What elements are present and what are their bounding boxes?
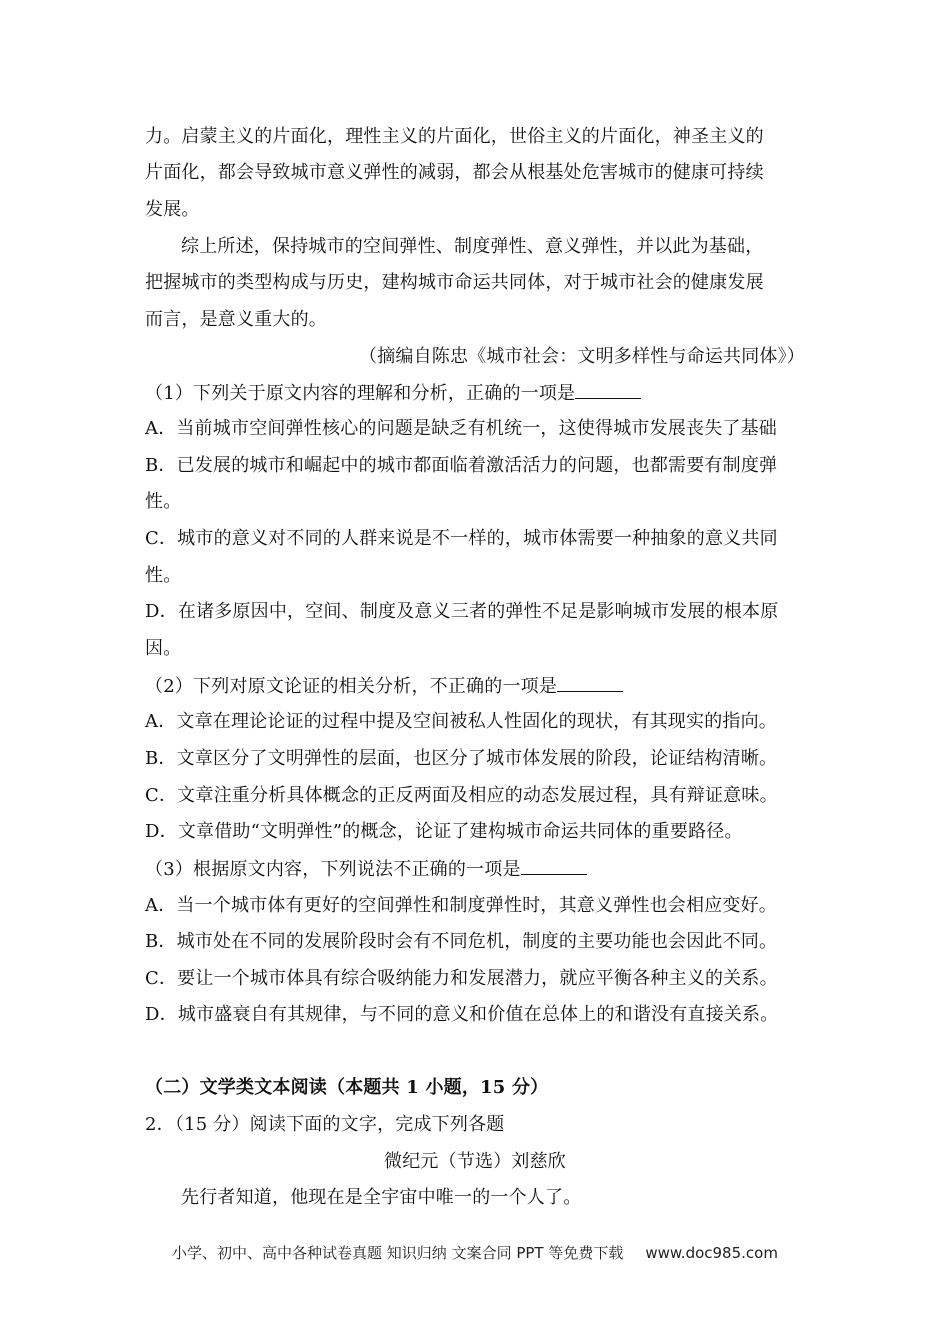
q2-option-c: C．文章注重分析具体概念的正反两面及相应的动态发展过程，具有辩证意味。 bbox=[145, 785, 778, 806]
answer-blank bbox=[521, 856, 587, 875]
paragraph-line: 把握城市的类型构成与历史，建构城市命运共同体，对于城市社会的健康发展 bbox=[145, 272, 764, 293]
question-stem-text: （3）根据原文内容，下列说法不正确的一项是 bbox=[145, 859, 521, 880]
question-1-stem bbox=[145, 380, 815, 407]
paragraph-line: 片面化，都会导致城市意义弹性的减弱，都会从根基处危害城市的健康可持续 bbox=[145, 162, 764, 183]
question-stem-text: （1）下列关于原文内容的理解和分析，正确的一项是 bbox=[145, 383, 576, 404]
q2-option-d: D．文章借助“文明弹性”的概念，论证了建构城市命运共同体的重要路径。 bbox=[145, 821, 743, 842]
paragraph-line: 而言，是意义重大的。 bbox=[145, 309, 327, 330]
q1-option-d: D．在诸多原因中，空间、制度及意义三者的弹性不足是影响城市发展的根本原 bbox=[145, 601, 779, 622]
q1-option-b: B．已发展的城市和崛起中的城市都面临着激活活力的问题，也都需要有制度弹 bbox=[145, 455, 778, 476]
q1-option-a: A．当前城市空间弹性核心的问题是缺乏有机统一，这使得城市发展丧失了基础 bbox=[145, 418, 777, 439]
source-citation: （摘编自陈忠《城市社会：文明多样性与命运共同体》） bbox=[359, 346, 805, 367]
q1-option-d-cont: 因。 bbox=[145, 638, 182, 659]
q3-option-d: D．城市盛衰自有其规律，与不同的意义和价值在总体上的和谐没有直接关系。 bbox=[145, 1004, 779, 1025]
page-footer bbox=[0, 1242, 950, 1264]
q1-option-b-cont: 性。 bbox=[145, 491, 182, 512]
footer-text: 小学、初中、高中各种试卷真题 知识归纳 文案合同 PPT 等免费下载 bbox=[172, 1244, 624, 1262]
q3-option-a: A．当一个城市体有更好的空间弹性和制度弹性时，其意义弹性也会相应变好。 bbox=[145, 895, 777, 916]
question-2-intro: 2．（15 分）阅读下面的文字，完成下列各题 bbox=[145, 1114, 505, 1135]
passage-first-line: 先行者知道，他现在是全宇宙中唯一的一个人了。 bbox=[181, 1187, 582, 1208]
q1-option-c-cont: 性。 bbox=[145, 565, 182, 586]
section-heading: （二）文学类文本阅读（本题共 1 小题，15 分） bbox=[145, 1077, 549, 1098]
paragraph-line: 力。启蒙主义的片面化，理性主义的片面化，世俗主义的片面化，神圣主义的 bbox=[145, 126, 764, 147]
question-2-stem bbox=[145, 673, 815, 700]
question-stem-text: （2）下列对原文论证的相关分析，不正确的一项是 bbox=[145, 676, 558, 697]
q2-option-b: B．文章区分了文明弹性的层面，也区分了城市体发展的阶段，论证结构清晰。 bbox=[145, 748, 778, 769]
question-3-stem bbox=[145, 856, 815, 883]
footer-url[interactable]: www.doc985.com bbox=[645, 1244, 778, 1262]
q3-option-c: C．要让一个城市体具有综合吸纳能力和发展潜力，就应平衡各种主义的关系。 bbox=[145, 968, 778, 989]
q3-option-b: B．城市处在不同的发展阶段时会有不同危机，制度的主要功能也会因此不同。 bbox=[145, 931, 778, 952]
q1-option-c: C．城市的意义对不同的人群来说是不一样的，城市体需要一种抽象的意义共同 bbox=[145, 528, 778, 549]
passage-title: 微纪元（节选）刘慈欣 bbox=[384, 1151, 566, 1172]
q2-option-a: A．文章在理论论证的过程中提及空间被私人性固化的现状，有其现实的指向。 bbox=[145, 711, 777, 732]
paragraph-line: 综上所述，保持城市的空间弹性、制度弹性、意义弹性，并以此为基础， bbox=[181, 236, 764, 257]
answer-blank bbox=[557, 673, 623, 692]
paragraph-line: 发展。 bbox=[145, 199, 200, 220]
answer-blank bbox=[575, 380, 641, 399]
